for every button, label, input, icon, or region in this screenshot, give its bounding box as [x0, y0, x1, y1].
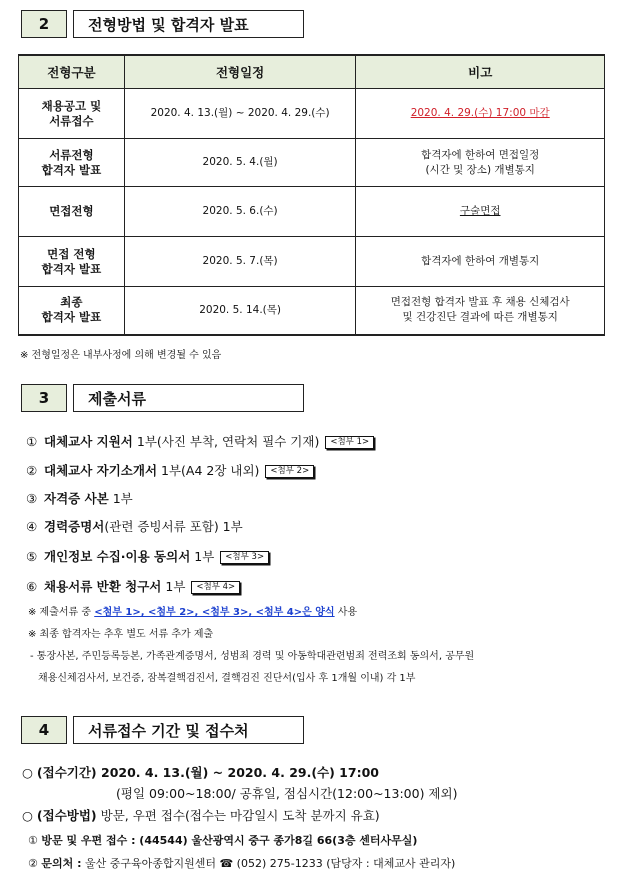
section-title: 제출서류: [73, 384, 304, 412]
attachment-tag: <첨부 1>: [325, 436, 374, 449]
doc-note-4: 채용신체검사서, 보건증, 잠복결핵검진서, 결핵검진 진단서(입사 후 1개월 이내) 각 1부: [38, 673, 416, 684]
note-cell: 합격자에 한하여 면접일정 (시간 및 장소) 개별통지: [356, 139, 605, 187]
column-header: 전형일정: [124, 55, 356, 89]
date-cell: 2020. 5. 4.(월): [124, 139, 356, 187]
schedule-footnote: ※ 전형일정은 내부사정에 의해 변경될 수 있음: [20, 350, 222, 361]
doc-note-1: ※ 제출서류 중 <첨부 1>, <첨부 2>, <첨부 3>, <첨부 4>은 양식 사용: [28, 607, 358, 618]
list-item: ② 대체교사 자기소개서 1부(A4 2장 내외) <첨부 2>: [26, 461, 314, 479]
table-row: [19, 139, 605, 187]
list-item: ③ 자격증 사본 1부: [26, 491, 133, 506]
section-title: 서류접수 기간 및 접수처: [73, 716, 304, 744]
reception-address: ① 방문 및 우편 접수 : (44544) 울산광역시 중구 종가8길 66(3층 센터사무실): [28, 834, 418, 847]
note-cell: 합격자에 한하여 개별통지: [356, 237, 605, 287]
reception-hours: (평일 09:00~18:00/ 공휴일, 점심시간(12:00~13:00) 제외): [116, 786, 458, 801]
stage-cell: 최종 합격자 발표: [19, 287, 125, 335]
note-cell: 면접전형 합격자 발표 후 채용 신체검사 및 건강진단 결과에 따른 개별통지: [356, 287, 605, 335]
section-3-header: [21, 384, 304, 412]
list-item: ⑥ 채용서류 반환 청구서 1부 <첨부 4>: [26, 577, 240, 595]
table-row: [19, 187, 605, 237]
stage-cell: 면접전형: [19, 187, 125, 237]
list-item: ④ 경력증명서(관련 증빙서류 포함) 1부: [26, 519, 243, 534]
stage-cell: 면접 전형 합격자 발표: [19, 237, 125, 287]
date-cell: 2020. 5. 14.(목): [124, 287, 356, 335]
schedule-table: [18, 54, 605, 336]
note-cell: [356, 89, 605, 139]
section-title: 전형방법 및 합격자 발표: [73, 10, 304, 38]
reception-method: ○ (접수방법) 방문, 우편 접수(접수는 마감일시 도착 분까지 유효): [22, 808, 380, 823]
section-4-header: [21, 716, 304, 744]
doc-note-2: ※ 최종 합격자는 추후 별도 서류 추가 제출: [28, 629, 214, 640]
section-number: 2: [21, 10, 67, 38]
note-cell: 구술면접: [356, 187, 605, 237]
table-header-row: [19, 55, 605, 89]
table-row: [19, 237, 605, 287]
table-row: [19, 287, 605, 335]
attachment-tag: <첨부 3>: [220, 551, 269, 564]
column-header: 전형구분: [19, 55, 125, 89]
column-header: 비고: [356, 55, 605, 89]
attachment-tag: <첨부 4>: [191, 581, 240, 594]
attachment-tag: <첨부 2>: [265, 465, 314, 478]
table-row: [19, 89, 605, 139]
list-item: ⑤ 개인정보 수집·이용 동의서 1부 <첨부 3>: [26, 547, 269, 565]
section-number: 4: [21, 716, 67, 744]
list-item: ① 대체교사 지원서 1부(사진 부착, 연락처 필수 기재) <첨부 1>: [26, 432, 374, 450]
deadline-text: 2020. 4. 29.(수) 17:00 마감: [410, 107, 550, 119]
section-2-header: [21, 10, 304, 38]
reception-contact: ② 문의처 : 울산 중구육아종합지원센터 ☎ (052) 275-1233 (담당자 : 대체교사 관리자): [28, 857, 456, 870]
date-cell: 2020. 4. 13.(월) ~ 2020. 4. 29.(수): [124, 89, 356, 139]
stage-cell: 서류전형 합격자 발표: [19, 139, 125, 187]
date-cell: 2020. 5. 6.(수): [124, 187, 356, 237]
doc-note-3: - 통장사본, 주민등록등본, 가족관계증명서, 성범죄 경력 및 아동학대관련범죄 전력조회 동의서, 공무원: [30, 651, 475, 662]
stage-cell: 채용공고 및 서류접수: [19, 89, 125, 139]
date-cell: 2020. 5. 7.(목): [124, 237, 356, 287]
reception-period: ○ (접수기간) 2020. 4. 13.(월) ~ 2020. 4. 29.(수) 17:00: [22, 765, 379, 780]
section-number: 3: [21, 384, 67, 412]
